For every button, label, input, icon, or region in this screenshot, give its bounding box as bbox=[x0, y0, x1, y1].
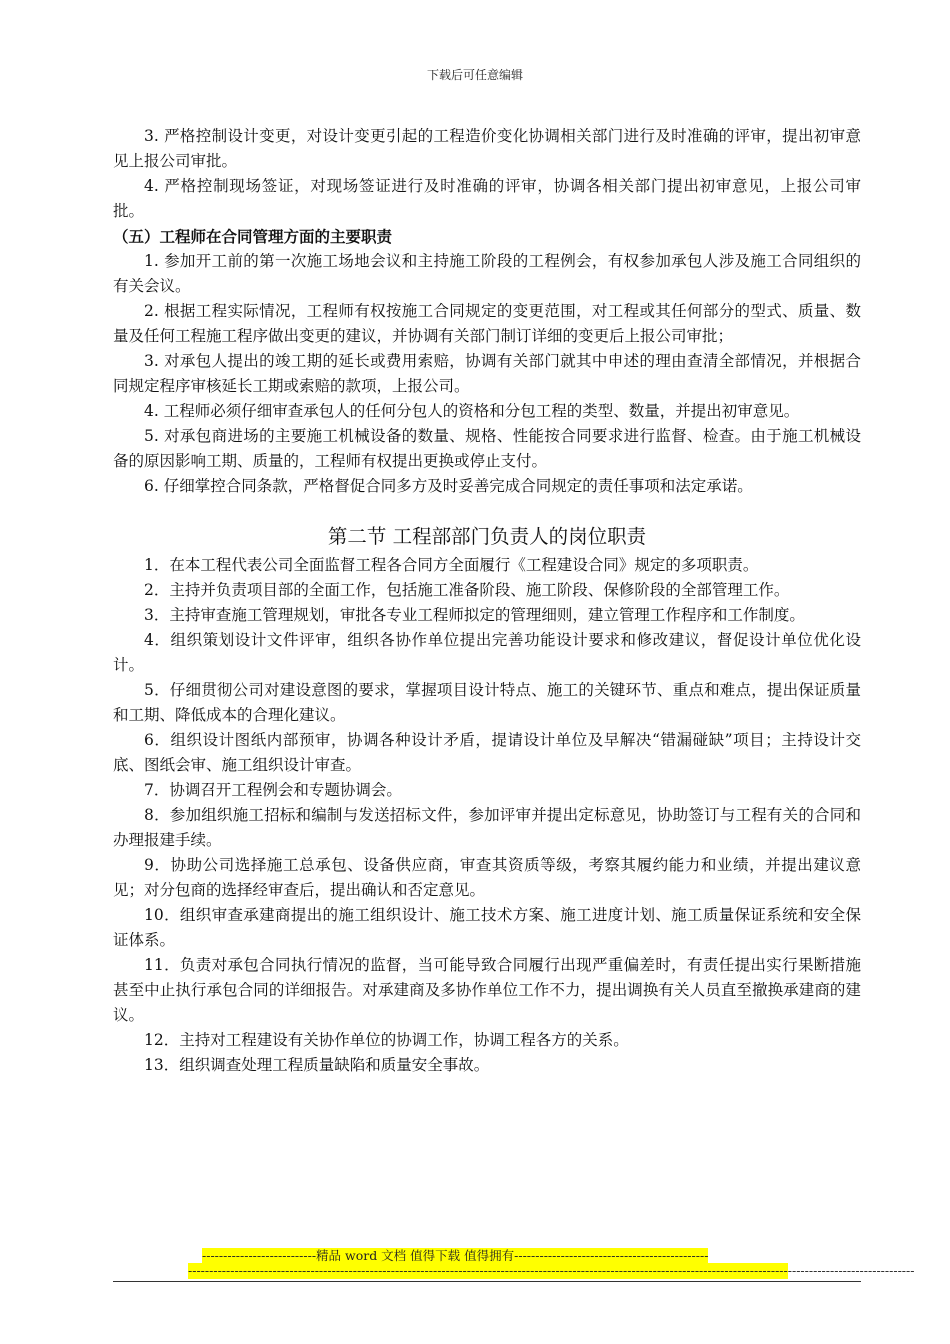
paragraph: 1．在本工程代表公司全面监督工程各合同方全面履行《工程建设合同》规定的多项职责。 bbox=[144, 556, 759, 574]
paragraph: 10．组织审查承建商提出的施工组织设计、施工技术方案、施工进度计划、施工质量保证系统和安全保证体系。 bbox=[113, 906, 861, 949]
section-title: 第二节 工程部部门负责人的岗位职责 bbox=[327, 525, 647, 548]
paragraph: 13．组织调查处理工程质量缺陷和质量安全事故。 bbox=[144, 1056, 490, 1074]
paragraph: 1. 参加开工前的第一次施工场地会议和主持施工阶段的工程例会，有权参加承包人涉及施工合同组织的有关会议。 bbox=[113, 252, 861, 295]
footer-banner bbox=[188, 1248, 915, 1279]
paragraph: 4. 工程师必须仔细审查承包人的任何分包人的资格和分包工程的类型、数量，并提出初审意见。 bbox=[144, 402, 800, 420]
paragraph: 3. 严格控制设计变更，对设计变更引起的工程造价变化协调相关部门进行及时准确的评审，提出初审意见上报公司审批。 bbox=[113, 127, 861, 170]
paragraph: 2．主持并负责项目部的全面工作，包括施工准备阶段、施工阶段、保修阶段的全部管理工作。 bbox=[144, 581, 790, 599]
paragraph: 3. 对承包人提出的竣工期的延长或费用索赔，协调有关部门就其中申述的理由查清全部情况，并根据合同规定程序审核延长工期或索赔的款项，上报公司。 bbox=[113, 352, 861, 395]
page-header: 下载后可任意编辑 bbox=[426, 68, 523, 82]
footer-divider bbox=[113, 1281, 861, 1282]
paragraph: 7．协调召开工程例会和专题协调会。 bbox=[144, 781, 402, 799]
paragraph: 5. 对承包商进场的主要施工机械设备的数量、规格、性能按合同要求进行监督、检查。由于施工机械设备的原因影响工期、质量的，工程师有权提出更换或停止支付。 bbox=[113, 427, 861, 470]
paragraph: 5．仔细贯彻公司对建设意图的要求，掌握项目设计特点、施工的关键环节、重点和难点，提出保证质量和工期、降低成本的合理化建议。 bbox=[113, 681, 861, 724]
paragraph: 4. 严格控制现场签证，对现场签证进行及时准确的评审，协调各相关部门提出初审意见，上报公司审批。 bbox=[113, 177, 861, 220]
paragraph: 8．参加组织施工招标和编制与发送招标文件，参加评审并提出定标意见，协助签订与工程有关的合同和办理报建手续。 bbox=[113, 806, 861, 849]
paragraph: 11．负责对承包合同执行情况的监督，当可能导致合同履行出现严重偏差时，有责任提出实行果断措施甚至中止执行承包合同的详细报告。对承建商及多协作单位工作不力，提出调换有关人员直至撤换承建商的建议。 bbox=[113, 956, 861, 1024]
paragraph: 6．组织设计图纸内部预审，协调各种设计矛盾，提请设计单位及早解决“错漏碰缺”项目；主持设计交底、图纸会审、施工组织设计审查。 bbox=[113, 731, 861, 774]
document-body bbox=[113, 124, 861, 1078]
paragraph: 6. 仔细掌控合同条款，严格督促合同多方及时妥善完成合同规定的责任事项和法定承诺。 bbox=[144, 477, 753, 495]
paragraph: 9．协助公司选择施工总承包、设备供应商，审查其资质等级，考察其履约能力和业绩，并提出建议意见；对分包商的选择经审查后，提出确认和否定意见。 bbox=[113, 856, 861, 899]
footer-watermark-text: ---------------------------精品 word 文档 值得下载 值得拥有---------------------------------------------- bbox=[202, 1248, 709, 1263]
footer-dash-line: ---------------------------------------------------------------------------------------------------------------------------------------------------------------------------- bbox=[188, 1263, 915, 1278]
subheading: （五）工程师在合同管理方面的主要职责 bbox=[113, 227, 393, 246]
paragraph: 2. 根据工程实际情况，工程师有权按施工合同规定的变更范围，对工程或其任何部分的型式、质量、数量及任何工程施工程序做出变更的建议，并协调有关部门制订详细的变更后上报公司审批； bbox=[113, 302, 861, 345]
paragraph: 3．主持审查施工管理规划，审批各专业工程师拟定的管理细则，建立管理工作程序和工作制度。 bbox=[144, 606, 805, 624]
paragraph: 12．主持对工程建设有关协作单位的协调工作，协调工程各方的关系。 bbox=[144, 1031, 629, 1049]
paragraph: 4．组织策划设计文件评审，组织各协作单位提出完善功能设计要求和修改建议，督促设计单位优化设计。 bbox=[113, 631, 861, 674]
